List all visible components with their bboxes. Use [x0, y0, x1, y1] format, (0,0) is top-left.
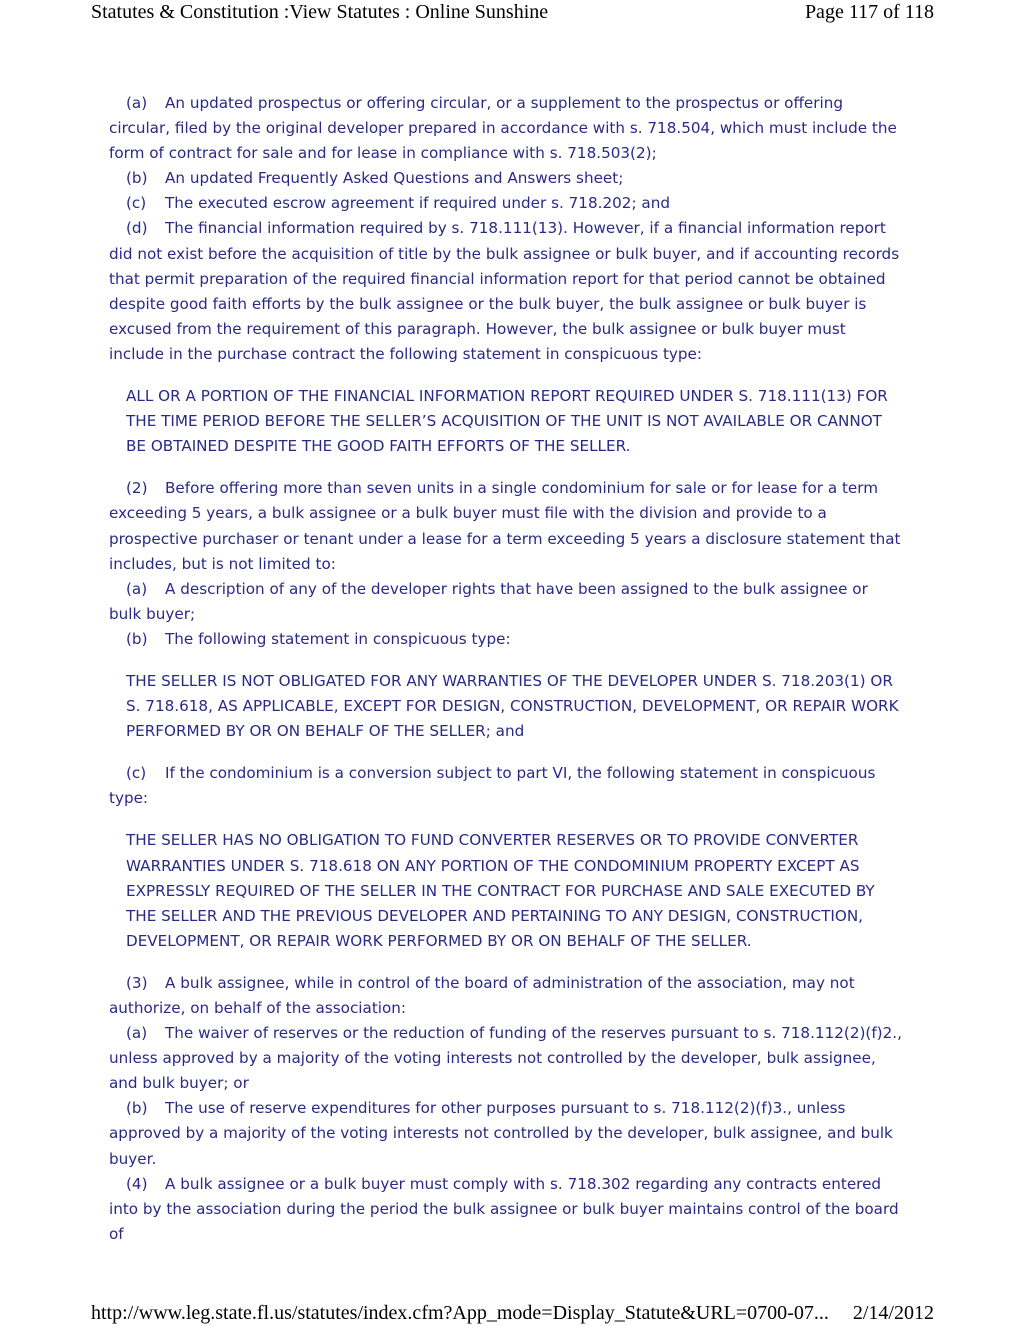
paragraph-1d	[109, 216, 904, 367]
paragraph-2a	[109, 577, 904, 627]
paragraph-label: (d)	[126, 219, 148, 238]
statute-text	[109, 91, 904, 1247]
paragraph-text: An updated prospectus or offering circular, or a supplement to the prospectus or offering circular, filed by the original developer prepared in accordance with s. 718.504, which must include the form of contract for sale and for lease in compliance with s. 718.503(2);	[109, 94, 897, 163]
paragraph-2c	[109, 761, 904, 811]
conspicuous-statement-2: THE SELLER IS NOT OBLIGATED FOR ANY WARRANTIES OF THE DEVELOPER UNDER S. 718.203(1) OR S. 718.618, AS APPLICABLE, EXCEPT FOR DESIGN, CONSTRUCTION, DEVELOPMENT, OR REPAIR WORK PERFORMED BY OR ON BEHALF OF THE SELLER; and	[126, 671, 899, 741]
paragraph-text: If the condominium is a conversion subject to part VI, the following statement in conspicuous type:	[109, 764, 876, 808]
paragraph-text: A bulk assignee, while in control of the board of administration of the association, may not authorize, on behalf of the association:	[109, 973, 855, 1017]
paragraph-text: Before offering more than seven units in a single condominium for sale or for lease for a term exceeding 5 years, a bulk assignee or a bulk buyer must file with the division and provide to a prospective purchaser or tenant under a lease for a term exceeding 5 years a disclosure statement that includes, but is not limited to:	[109, 479, 901, 573]
paragraph-1c	[109, 191, 904, 216]
paragraph-label: (4)	[126, 1174, 148, 1193]
paragraph-text: The waiver of reserves or the reduction of funding of the reserves pursuant to s. 718.112(2)(f)2., unless approved by a majority of the voting interests not controlled by the developer, bulk assignee, and bulk buyer; or	[109, 1024, 902, 1093]
conspicuous-statement-3: THE SELLER HAS NO OBLIGATION TO FUND CONVERTER RESERVES OR TO PROVIDE CONVERTER WARRANTIES UNDER S. 718.618 ON ANY PORTION OF THE CONDOMINIUM PROPERTY EXCEPT AS EXPRESSLY REQUIRED OF THE SELLER IN THE CONTRACT FOR PURCHASE AND SALE EXECUTED BY THE SELLER AND THE PREVIOUS DEVELOPER AND PERTAINING TO ANY DESIGN, CONSTRUCTION, DEVELOPMENT, OR REPAIR WORK PERFORMED BY OR ON BEHALF OF THE SELLER.	[126, 831, 875, 950]
paragraph-label: (b)	[126, 1099, 148, 1118]
page-number: Page 117 of 118	[804, 1, 934, 23]
paragraph-label: (a)	[126, 1024, 148, 1043]
paragraph-label: (c)	[126, 764, 147, 783]
source-url: http://www.leg.state.fl.us/statutes/index.cfm?App_mode=Display_Statute&URL=0700-07...	[91, 1302, 829, 1324]
paragraph-label: (3)	[126, 973, 148, 992]
paragraph-text: The use of reserve expenditures for other purposes pursuant to s. 718.112(2)(f)3., unless approved by a majority of the voting interests not controlled by the developer, bulk assignee, and bulk buyer.	[109, 1099, 893, 1168]
paragraph-label: (2)	[126, 479, 148, 498]
paragraph-label: (a)	[126, 579, 148, 598]
paragraph-2b	[109, 627, 904, 652]
print-date: 2/14/2012	[852, 1302, 934, 1324]
paragraph-1a	[109, 91, 904, 166]
paragraph-label: (c)	[126, 194, 147, 213]
paragraph-text: A bulk assignee or a bulk buyer must comply with s. 718.302 regarding any contracts entered into by the association during the period the bulk assignee or bulk buyer maintains control of the board of	[109, 1174, 899, 1243]
paragraph-text: The following statement in conspicuous type:	[165, 629, 511, 648]
page-title: Statutes & Constitution :View Statutes : Online Sunshine	[91, 1, 549, 23]
paragraph-label: (b)	[126, 629, 148, 648]
paragraph-4	[109, 1172, 904, 1247]
paragraph-1b	[109, 166, 904, 191]
paragraph-text: The executed escrow agreement if required under s. 718.202; and	[165, 194, 670, 213]
paragraph-3a	[109, 1021, 904, 1096]
paragraph-3b	[109, 1096, 904, 1171]
paragraph-text: The financial information required by s. 718.111(13). However, if a financial information report did not exist before the acquisition of title by the bulk assignee or bulk buyer, and if accounting records that permit preparation of the required financial information report for that period cannot be obtained despite good faith efforts by the bulk assignee or the bulk buyer, the bulk assignee or bulk buyer is excused from the requirement of this paragraph. However, the bulk assignee or bulk buyer must include in the purchase contract the following statement in conspicuous type:	[109, 219, 900, 363]
paragraph-2	[109, 476, 904, 576]
paragraph-text: An updated Frequently Asked Questions and Answers sheet;	[165, 169, 624, 188]
print-footer	[0, 1302, 1024, 1326]
paragraph-label: (b)	[126, 169, 148, 188]
conspicuous-statement-1: ALL OR A PORTION OF THE FINANCIAL INFORMATION REPORT REQUIRED UNDER S. 718.111(13) FOR THE TIME PERIOD BEFORE THE SELLER’S ACQUISITION OF THE UNIT IS NOT AVAILABLE OR CANNOT BE OBTAINED DESPITE THE GOOD FAITH EFFORTS OF THE SELLER.	[126, 387, 888, 456]
paragraph-label: (a)	[126, 94, 148, 112]
paragraph-3	[109, 971, 904, 1021]
print-header	[0, 0, 1024, 30]
paragraph-text: A description of any of the developer rights that have been assigned to the bulk assignee or bulk buyer;	[109, 579, 868, 623]
